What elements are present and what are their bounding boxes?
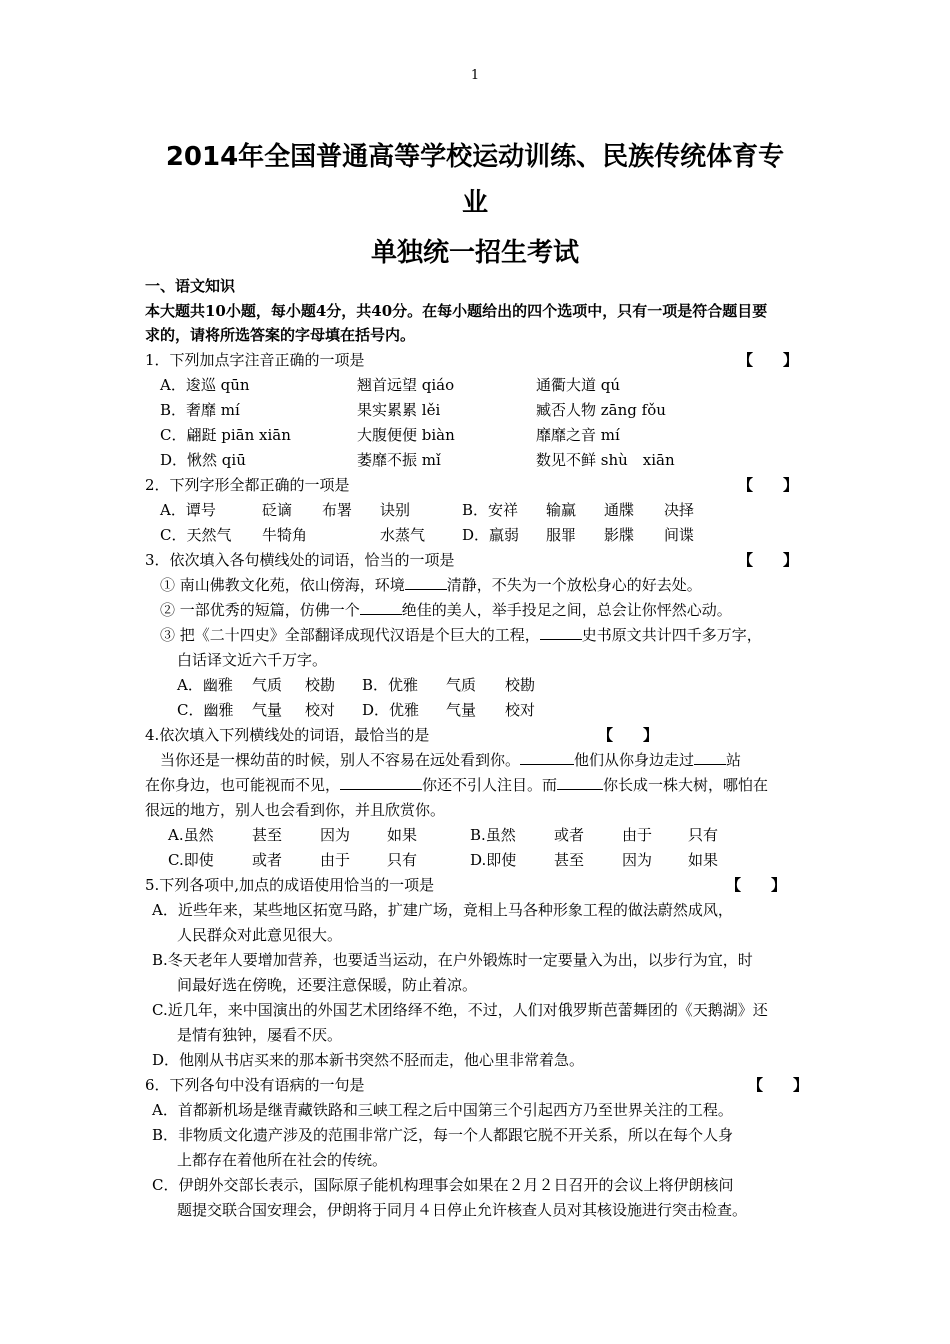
- exam-title-line-1: 2014年全国普通高等学校运动训练、民族传统体育专: [165, 142, 785, 172]
- q4-word: 因为: [622, 851, 653, 869]
- q2-word: 布署: [322, 501, 353, 519]
- q1-option-a-3: 通衢大道 qú: [536, 376, 621, 394]
- q4-word: 或者: [554, 826, 585, 844]
- question-5-stem: 5.下列各项中,加点的成语使用恰当的一项是: [145, 876, 435, 894]
- q3-word: 气质: [446, 676, 477, 694]
- answer-bracket-q4: 【 】: [598, 726, 659, 744]
- q3-sentence-1: ① 南山佛教文化苑，依山傍海，环境 清静，不失为一个放松身心的好去处。: [160, 576, 702, 594]
- q3-word: B．优雅: [362, 676, 419, 694]
- q2-word: 决择: [664, 501, 695, 519]
- q4-word: 甚至: [554, 851, 585, 869]
- q5-option-d: D．他刚从书店买来的那本新书突然不胫而走，他心里非常着急。: [152, 1051, 585, 1069]
- q1-option-c-3: 靡靡之音 mí: [536, 426, 620, 444]
- q3-word: A．幽雅: [177, 676, 233, 694]
- q4-word: 由于: [320, 851, 351, 869]
- q4-word: A.虽然: [168, 826, 214, 844]
- q4-passage-line-1: 当你还是一棵幼苗的时候，别人不容易在远处看到你。 他们从你身边走过 站: [160, 751, 742, 769]
- q3-word: 校对: [305, 701, 336, 719]
- q4-word: 只有: [688, 826, 719, 844]
- q2-word: 水蒸气: [380, 526, 426, 544]
- q1-option-b-1: B．奢靡 mí: [160, 401, 240, 419]
- q2-word: B．安祥: [462, 501, 519, 519]
- q1-option-d-3: 数见不鲜 shù xiān: [536, 451, 675, 469]
- fill-blank: [540, 625, 582, 640]
- fill-blank: [360, 600, 402, 615]
- q1-option-c-1: C．翩跹 piān xiān: [160, 426, 291, 444]
- q1-option-b-2: 果实累累 lěi: [357, 401, 441, 419]
- answer-bracket-q3: 【 】: [738, 551, 799, 569]
- q6-option-a: A．首都新机场是继青藏铁路和三峡工程之后中国第三个引起西方乃至世界关注的工程。: [152, 1101, 733, 1119]
- q3-sentence-3-cont: 白话译文近六千万字。: [177, 651, 328, 669]
- q2-word: 通牒: [604, 501, 635, 519]
- q4-word: 甚至: [252, 826, 283, 844]
- q5-option-c: C.近几年，来中国演出的外国艺术团络绎不绝，不过，人们对俄罗斯芭蕾舞团的《天鹅湖》还: [152, 1001, 768, 1019]
- q4-word: 如果: [387, 826, 418, 844]
- instructions-line-2: 求的，请将所选答案的字母填在括号内。: [145, 326, 416, 344]
- q1-option-b-3: 臧否人物 zāng fǒu: [536, 401, 666, 419]
- answer-bracket-q6: 【 】: [748, 1076, 809, 1094]
- q5-option-b: B.冬天老年人要增加营养，也要适当运动，在户外锻炼时一定要量入为出，以步行为宜，时: [152, 951, 753, 969]
- section-heading: 一、语文知识: [145, 277, 236, 295]
- question-1-stem: 1．下列加点字注音正确的一项是: [145, 351, 365, 369]
- answer-bracket-q5: 【 】: [726, 876, 787, 894]
- q3-word: 气质: [252, 676, 283, 694]
- q1-option-a-1: A．逡巡 qūn: [160, 376, 250, 394]
- q2-word: 输赢: [546, 501, 577, 519]
- instructions-line-1: 本大题共10小题，每小题4分，共40分。在每小题给出的四个选项中，只有一项是符合题目要: [145, 302, 768, 320]
- q3-word: 校对: [505, 701, 536, 719]
- q3-sentence-2: ② 一部优秀的短篇，仿佛一个 绝佳的美人，举手投足之间，总会让你怦然心动。: [160, 601, 732, 619]
- q2-word: 牛犄角: [262, 526, 308, 544]
- q4-word: B.虽然: [470, 826, 516, 844]
- exam-title-line-2: 业: [461, 188, 488, 218]
- q4-passage-line-3: 很远的地方，别人也会看到你，并且欣赏你。: [145, 801, 446, 819]
- q4-word: C.即使: [168, 851, 214, 869]
- q5-option-c-cont: 是情有独钟，屡看不厌。: [177, 1026, 343, 1044]
- q4-passage-line-2: 在你身边，也可能视而不见， 你还不引人注目。而 你长成一株大树，哪怕在: [145, 776, 769, 794]
- question-2-stem: 2．下列字形全都正确的一项是: [145, 476, 350, 494]
- q4-word: 只有: [387, 851, 418, 869]
- exam-title-line-3: 单独统一招生考试: [370, 238, 579, 268]
- q4-word: 由于: [622, 826, 653, 844]
- answer-bracket-q1: 【 】: [738, 351, 799, 369]
- q1-option-a-2: 翘首远望 qiáo: [357, 376, 455, 394]
- q5-option-a: A．近些年来，某些地区拓宽马路，扩建广场，竟相上马各种形象工程的做法蔚然成风，: [152, 901, 733, 919]
- question-3-stem: 3．依次填入各句横线处的词语，恰当的一项是: [145, 551, 455, 569]
- q4-word: D.即使: [470, 851, 517, 869]
- q1-option-c-2: 大腹便便 biàn: [357, 426, 455, 444]
- q2-word: 服罪: [546, 526, 577, 544]
- fill-blank: [557, 775, 603, 790]
- q2-word: 间谍: [664, 526, 695, 544]
- q2-word: 诀别: [380, 501, 411, 519]
- q5-option-a-cont: 人民群众对此意见很大。: [177, 926, 343, 944]
- q1-option-d-2: 萎靡不振 mǐ: [357, 451, 441, 469]
- q2-word: D．羸弱: [462, 526, 520, 544]
- q3-word: 校勘: [505, 676, 536, 694]
- q4-word: 或者: [252, 851, 283, 869]
- q3-word: 气量: [446, 701, 477, 719]
- q5-option-b-cont: 间最好选在傍晚，还要注意保暖，防止着凉。: [177, 976, 478, 994]
- q3-word: 校勘: [305, 676, 336, 694]
- question-4-stem: 4.依次填入下列横线处的词语，最恰当的是: [145, 726, 430, 744]
- q2-word: 砭谪: [262, 501, 293, 519]
- q2-word: C．天然气: [160, 526, 232, 544]
- q2-word: A．谭号: [160, 501, 216, 519]
- q2-word: 影牒: [604, 526, 635, 544]
- fill-blank: [340, 775, 422, 790]
- q4-word: 因为: [320, 826, 351, 844]
- q3-word: C．幽雅: [177, 701, 234, 719]
- q3-word: D．优雅: [362, 701, 420, 719]
- question-6-stem: 6．下列各句中没有语病的一句是: [145, 1076, 365, 1094]
- q6-option-c-cont: 题提交联合国安理会，伊朗将于同月４日停止允许核查人员对其核设施进行突击检查。: [177, 1201, 748, 1219]
- q6-option-b: B．非物质文化遗产涉及的范围非常广泛，每一个人都跟它脱不开关系，所以在每个人身: [152, 1126, 734, 1144]
- q4-word: 如果: [688, 851, 719, 869]
- q6-option-b-cont: 上都存在着他所在社会的传统。: [177, 1151, 388, 1169]
- q3-sentence-3: ③ 把《二十四史》全部翻译成现代汉语是个巨大的工程， 史书原文共计四千多万字，: [160, 626, 762, 644]
- fill-blank: [405, 575, 447, 590]
- q1-option-d-1: D．愀然 qiū: [160, 451, 246, 469]
- q6-option-c: C．伊朗外交部长表示，国际原子能机构理事会如果在２月２日召开的会议上将伊朗核问: [152, 1176, 734, 1194]
- fill-blank: [694, 750, 726, 765]
- page-number: 1: [470, 68, 480, 83]
- q3-word: 气量: [252, 701, 283, 719]
- answer-bracket-q2: 【 】: [738, 476, 799, 494]
- fill-blank: [520, 750, 574, 765]
